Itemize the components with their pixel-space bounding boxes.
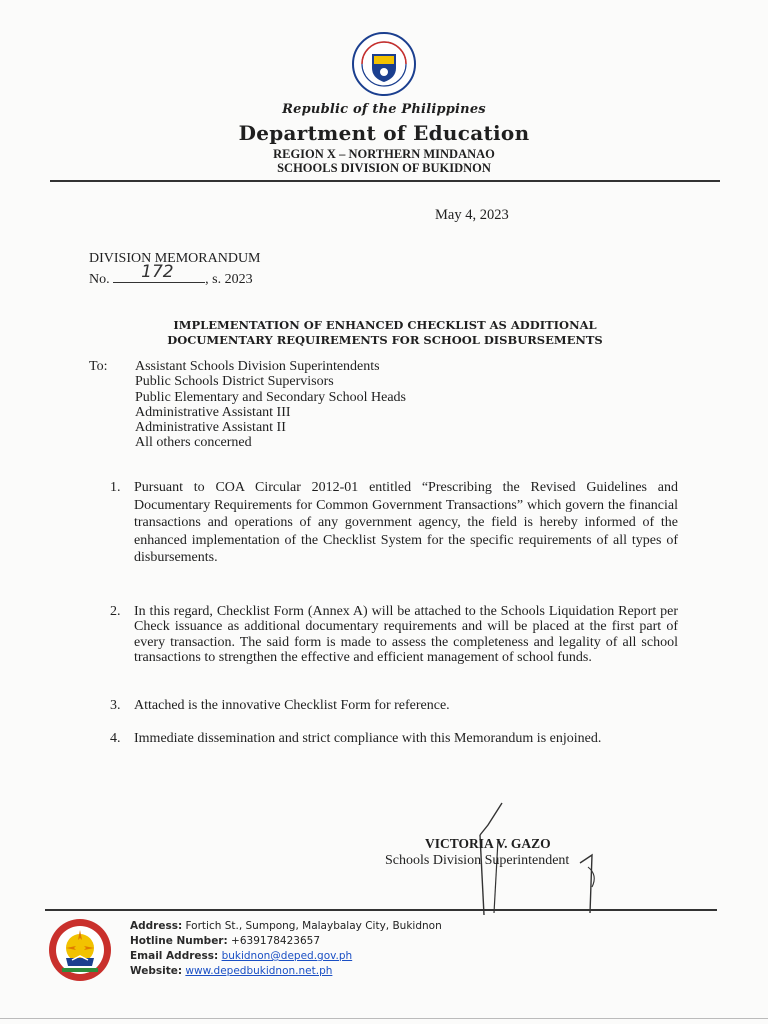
paragraph-2 [110, 604, 678, 665]
website-label: Website: [130, 965, 183, 977]
division-heading: SCHOOLS DIVISION OF BUKIDNON [277, 161, 491, 175]
memo-subject [120, 318, 650, 348]
memo-number-label: No. [89, 272, 110, 287]
paragraph-text: Immediate dissemination and strict compliance with this Memorandum is enjoined. [134, 731, 602, 746]
recipient-item: Assistant Schools Division Superintendents [135, 359, 380, 374]
footer-hotline [130, 935, 320, 947]
footer-email [130, 950, 352, 962]
paragraph-number: 2. [110, 604, 121, 619]
address-label: Address: [130, 920, 183, 932]
subject-line-1: IMPLEMENTATION OF ENHANCED CHECKLIST AS ADDITIONAL [173, 318, 597, 332]
memo-type-label: DIVISION MEMORANDUM [89, 251, 261, 266]
paragraph-4 [110, 730, 678, 748]
subject-line-2: DOCUMENTARY REQUIREMENTS FOR SCHOOL DISBURSEMENTS [167, 333, 603, 347]
paragraph-number: 4. [110, 731, 121, 746]
hotline-value: +639178423657 [231, 935, 321, 947]
signatory-name: VICTORIA V. GAZO [425, 836, 551, 851]
recipient-item: Administrative Assistant II [135, 420, 286, 436]
division-logo [48, 918, 112, 982]
signatory-title: Schools Division Superintendent [385, 853, 570, 868]
page-bottom-edge [0, 1018, 768, 1019]
paragraph-number: 1. [110, 480, 121, 495]
paragraph-text: In this regard, Checklist Form (Annex A) will be attached to the Schools Liquidation Report per Check issuance as additional documentary requirements and will be placed at the first part of every transaction. The said form is made to assess the completeness and legality of all school transactions to strengthen the effective and efficient management of school funds. [134, 604, 678, 665]
address-value: Fortich St., Sumpong, Malaybalay City, Bukidnon [185, 920, 442, 932]
recipient-item: Public Elementary and Secondary School Heads [135, 389, 406, 405]
email-link[interactable]: bukidnon@deped.gov.ph [221, 950, 353, 962]
recipient-item: Public Schools District Supervisors [135, 374, 334, 390]
paragraph-text: Pursuant to COA Circular 2012-01 entitled “Prescribing the Revised Guidelines and Documentary Requirements for Common Government Transactions” which govern the financial transactions and operations of any government agency, the field is hereby informed of the enhanced implementation of the Checklist System for the specific requirements of all types of disbursements. [134, 480, 678, 565]
republic-heading: Republic of the Philippines [282, 102, 486, 117]
paragraph-3 [110, 697, 678, 715]
recipient-list [135, 359, 406, 451]
paragraph-number: 3. [110, 698, 121, 713]
deped-seal-logo [352, 32, 416, 96]
header-divider [50, 180, 720, 182]
memo-number-handwritten: 172 [141, 262, 174, 282]
department-heading: Department of Education [238, 121, 530, 145]
website-link[interactable]: www.depedbukidnon.net.ph [185, 965, 333, 977]
memo-date: May 4, 2023 [435, 207, 509, 223]
hotline-label: Hotline Number: [130, 935, 228, 947]
paragraph-1 [110, 479, 678, 567]
memo-number-line [89, 262, 253, 288]
memo-series: , s. 2023 [205, 272, 253, 287]
footer-address [130, 920, 442, 932]
memo-number-blank [113, 262, 205, 283]
to-label: To: [89, 359, 108, 374]
paragraph-text: Attached is the innovative Checklist Form for reference. [134, 698, 450, 713]
recipient-item: All others concerned [135, 435, 252, 451]
recipient-item: Administrative Assistant III [135, 404, 291, 420]
footer-divider [45, 909, 717, 911]
region-heading: REGION X – NORTHERN MINDANAO [273, 147, 495, 161]
footer-website [130, 965, 332, 977]
email-label: Email Address: [130, 950, 219, 962]
